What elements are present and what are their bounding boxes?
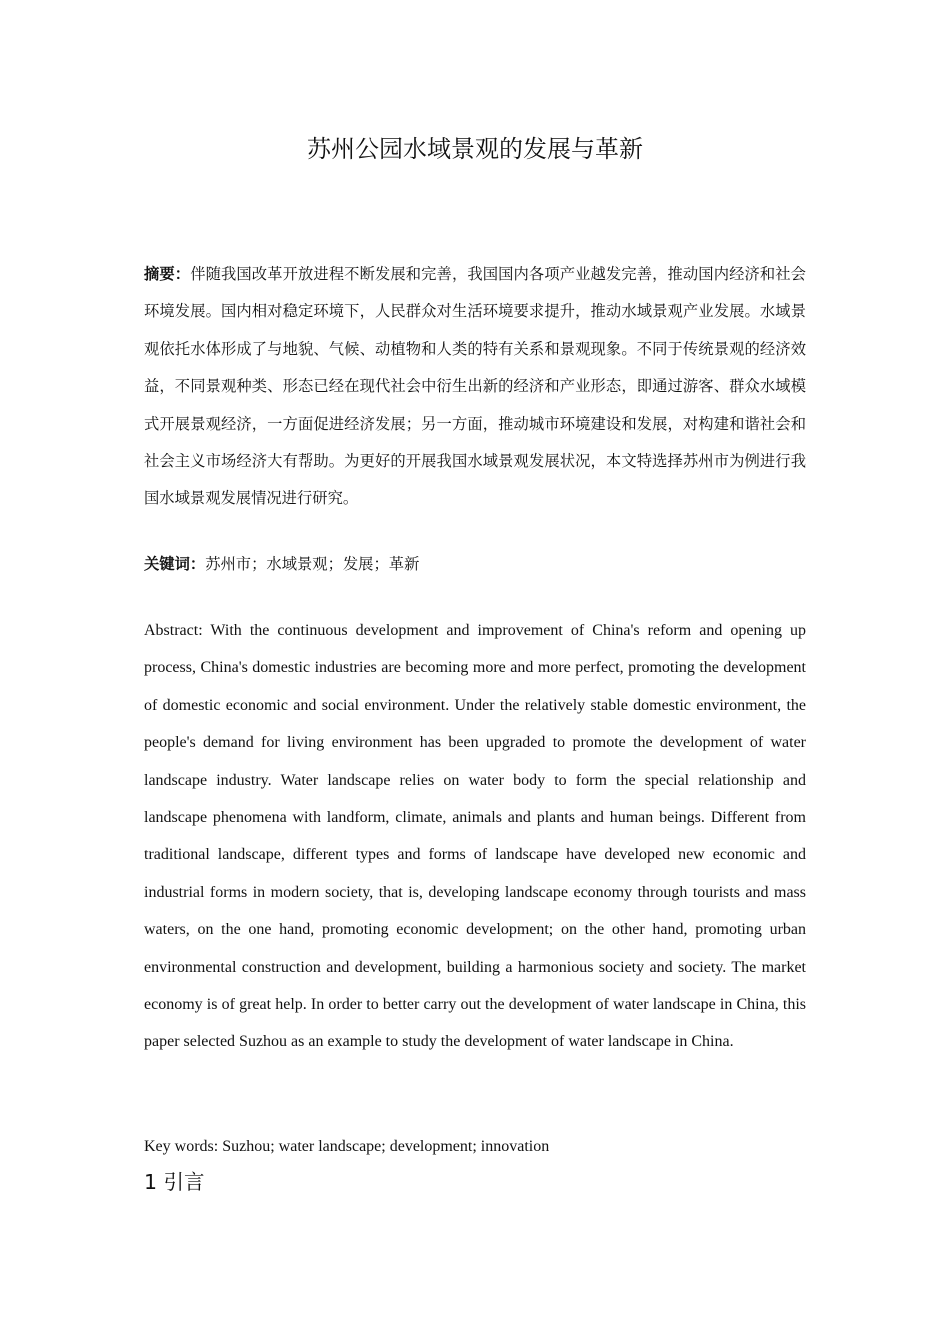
abstract-text: 伴随我国改革开放进程不断发展和完善，我国国内各项产业越发完善，推动国内经济和社会环境发展。国内相对稳定环境下，人民群众对生活环境要求提升，推动水域景观产业发展。水域景观依托水体形成了与地貌、气候、动植物和人类的特有关系和景观现象。不同于传统景观的经济效益，不同景观种类、形态已经在现代社会中衍生出新的经济和产业形态，即通过游客、群众水域模式开展景观经济，一方面促进经济发展；另一方面，推动城市环境建设和发展，对构建和谐社会和社会主义市场经济大有帮助。为更好的开展我国水域景观发展状况，本文特选择苏州市为例进行我国水域景观发展情况进行研究。 <box>144 265 806 508</box>
keywords-text: 苏州市；水域景观；发展；革新 <box>205 555 420 573</box>
section-heading: 1 引言 <box>144 1170 205 1194</box>
abstract-english: Abstract: With the continuous development and improvement of China's reform and opening up process, China's domestic industries are becoming more and more perfect, promoting the development of domestic economic and social environment. Under the relatively stable domestic environment, the people's demand for living environment has been upgraded to promote the development of water landscape industry. Water landscape relies on water body to form the special relationship and landscape phenomena with landform, climate, animals and plants and human beings. Different from traditional landscape, different types and forms of landscape have developed new economic and industrial forms in modern society, that is, developing landscape economy through tourists and mass waters, on the one hand, promoting economic development; on the other hand, promoting urban environmental construction and development, building a harmonious society and society. The market economy is of great help. In order to better carry out the development of water landscape in China, this paper selected Suzhou as an example to study the development of water landscape in China. <box>144 622 806 1051</box>
document-title: 苏州公园水域景观的发展与革新 <box>307 135 643 163</box>
abstract-label: 摘要： <box>144 265 191 283</box>
keywords-label: 关键词： <box>144 555 206 573</box>
keywords-english: Key words: Suzhou; water landscape; development; innovation <box>144 1138 550 1155</box>
abstract-chinese <box>144 256 806 518</box>
keywords-chinese <box>144 546 806 583</box>
